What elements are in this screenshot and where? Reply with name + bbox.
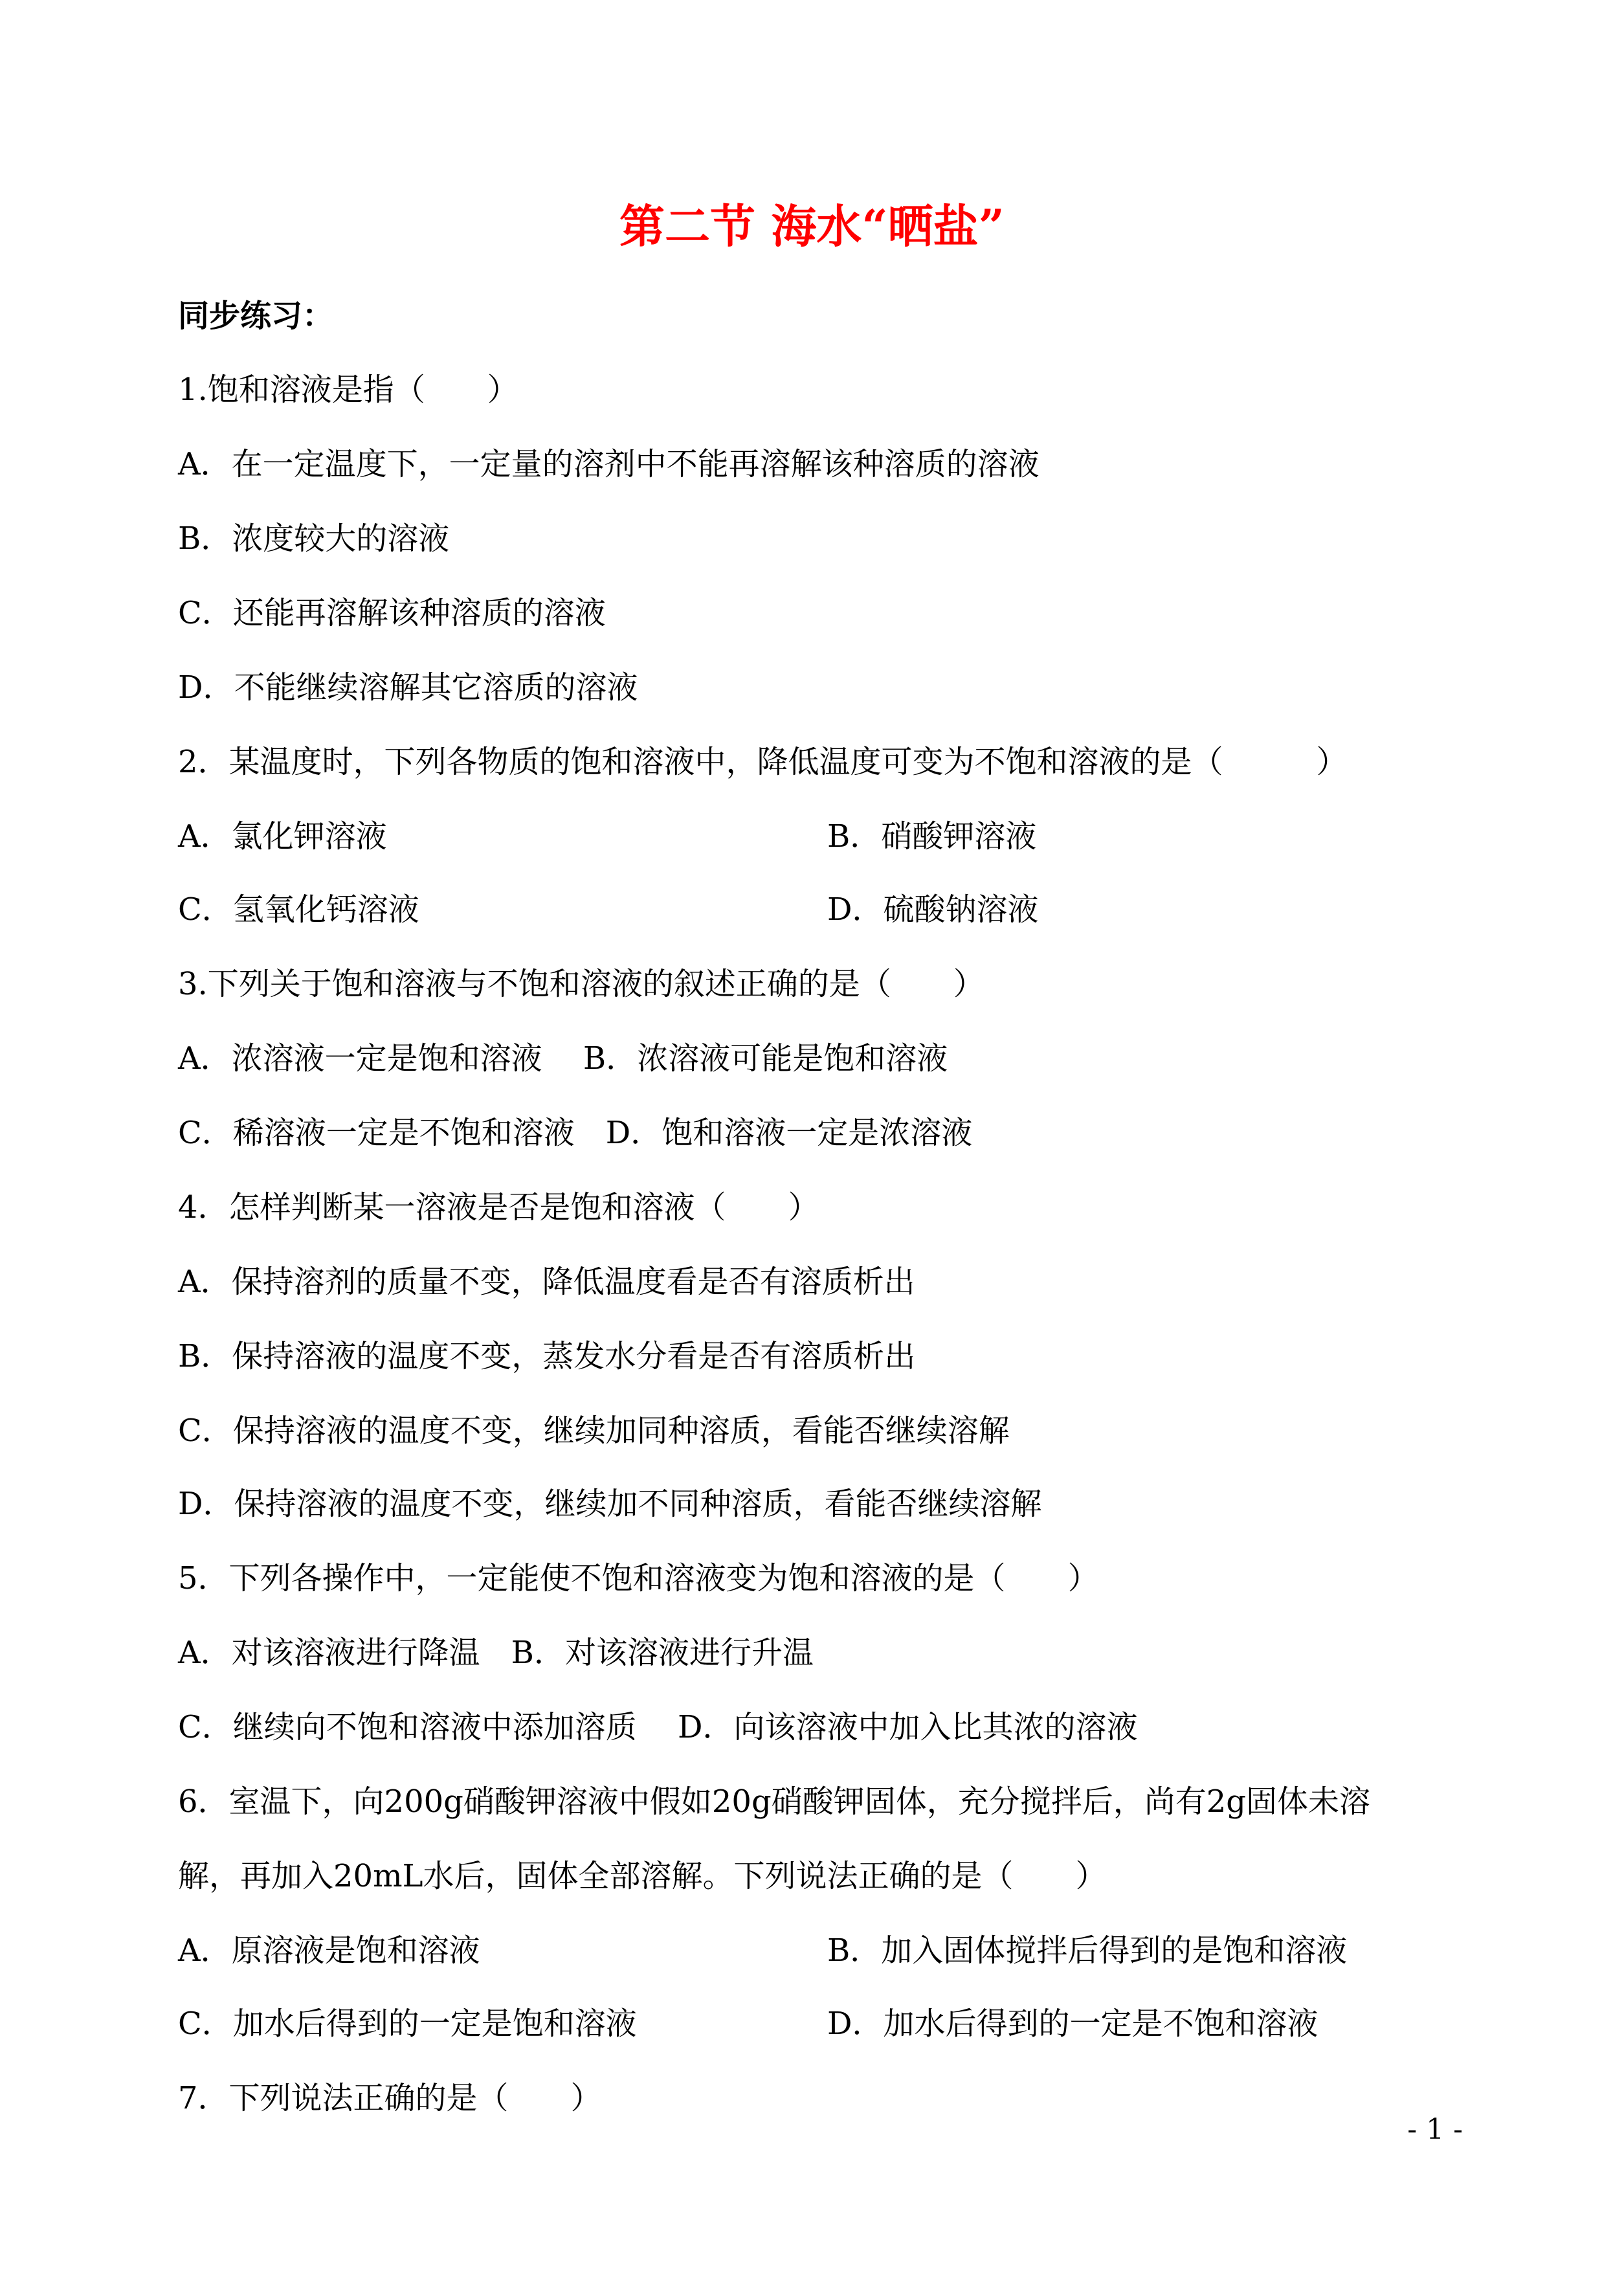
question-3-options-cd: C．稀溶液一定是不饱和溶液 D．饱和溶液一定是浓溶液 xyxy=(178,1115,973,1151)
question-4-option-b: B．保持溶液的温度不变，蒸发水分看是否有溶质析出 xyxy=(178,1338,916,1374)
question-5-stem: 5．下列各操作中，一定能使不饱和溶液变为饱和溶液的是（ ） xyxy=(178,1560,1099,1596)
question-4-option-a: A．保持溶剂的质量不变，降低温度看是否有溶质析出 xyxy=(178,1264,915,1300)
question-2-option-d: D．硫酸钠溶液 xyxy=(827,891,1039,928)
question-2-option-b: B．硝酸钾溶液 xyxy=(827,818,1037,855)
question-6-stem-line-2: 解，再加入20mL水后，固体全部溶解。下列说法正确的是（ ） xyxy=(178,1858,1107,1894)
question-6-option-d: D．加水后得到的一定是不饱和溶液 xyxy=(827,2006,1318,2042)
question-2-option-c: C．氢氧化钙溶液 xyxy=(178,891,419,928)
page-number: - 1 - xyxy=(1407,2113,1463,2146)
question-4-option-d: D．保持溶液的温度不变，继续加不同种溶质，看能否继续溶解 xyxy=(178,1486,1042,1522)
question-7-stem: 7．下列说法正确的是（ ） xyxy=(178,2080,602,2116)
question-2-option-a: A．氯化钾溶液 xyxy=(178,818,387,855)
section-label: 同步练习： xyxy=(178,298,334,334)
question-6-option-c: C．加水后得到的一定是饱和溶液 xyxy=(178,2006,637,2042)
question-1-option-c: C．还能再溶解该种溶质的溶液 xyxy=(178,595,606,631)
question-5-options-ab: A．对该溶液进行降温 B．对该溶液进行升温 xyxy=(178,1635,814,1671)
question-1-option-a: A．在一定温度下，一定量的溶剂中不能再溶解该种溶质的溶液 xyxy=(178,446,1040,482)
question-6-option-a: A．原溶液是饱和溶液 xyxy=(178,1932,480,1969)
question-3-stem: 3.下列关于饱和溶液与不饱和溶液的叙述正确的是（ ） xyxy=(178,966,984,1002)
question-5-options-cd: C．继续向不饱和溶液中添加溶质 D．向该溶液中加入比其浓的溶液 xyxy=(178,1709,1138,1745)
question-6-option-b: B．加入固体搅拌后得到的是饱和溶液 xyxy=(827,1932,1348,1969)
question-2-stem: 2．某温度时，下列各物质的饱和溶液中，降低温度可变为不饱和溶液的是（ ） xyxy=(178,744,1348,780)
question-6-stem-line-1: 6．室温下，向200g硝酸钾溶液中假如20g硝酸钾固体，充分搅拌后，尚有2g固体未溶 xyxy=(178,1784,1370,1820)
question-1-stem: 1.饱和溶液是指（ ） xyxy=(178,372,518,408)
question-1-option-d: D．不能继续溶解其它溶质的溶液 xyxy=(178,669,638,706)
question-4-stem: 4．怎样判断某一溶液是否是饱和溶液（ ） xyxy=(178,1189,819,1225)
question-3-options-ab: A．浓溶液一定是饱和溶液 B．浓溶液可能是饱和溶液 xyxy=(178,1040,948,1077)
question-4-option-c: C．保持溶液的温度不变，继续加同种溶质，看能否继续溶解 xyxy=(178,1413,1010,1449)
page-title: 第二节 海水“晒盐” xyxy=(619,199,1005,253)
question-1-option-b: B．浓度较大的溶液 xyxy=(178,520,450,557)
